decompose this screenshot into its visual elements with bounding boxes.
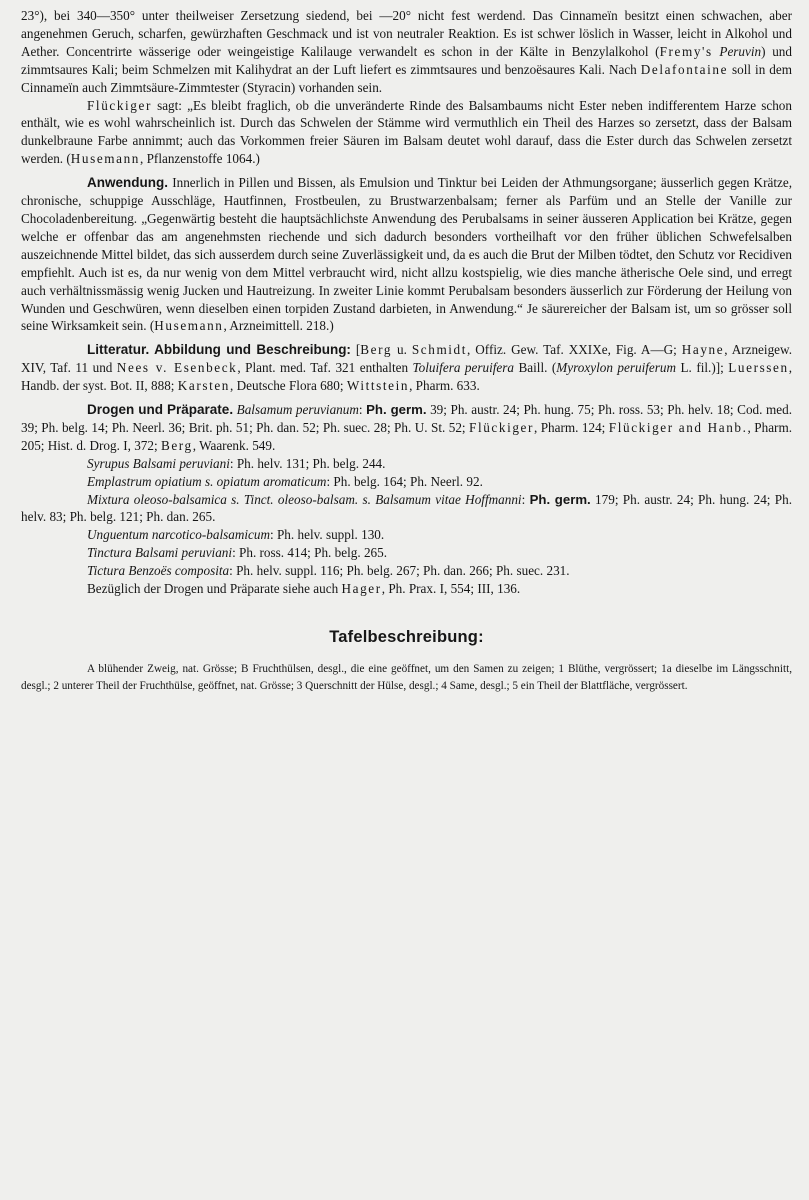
text: , Pflanzenstoffe 1064.) — [140, 151, 260, 167]
text: sagt: „Es bleibt fraglich, ob die unveränderte Rinde des Balsambaums nicht Ester neben indifferentem Harze schon enthält, wie es wohl wahrscheinlich ist. Durch das Schwelen der Stämme wird vermuthlich ein Theil des Harzes so zersetzt, dass der Balsam dunkelbraune Farbe annimmt; auch das Vorkommen freier Säuren im Balsam deutet wohl darauf, dass die Ester durch das Schwelen zersetzt werden. ( — [21, 97, 792, 167]
italic-term: Tictura Benzoës composita — [87, 563, 230, 579]
text: , Offiz. Gew. Taf. XXIXe, Fig. A—G; — [467, 342, 682, 358]
preparation-entry — [21, 526, 792, 544]
text: [ — [350, 342, 361, 358]
italic-term: Unguentum narcotico-balsamicum — [87, 527, 271, 543]
italic-term: Mixtura oleoso-balsamica s. Tinct. oleoso-balsam. s. Balsamum vitae Hoffmanni — [87, 491, 522, 507]
text: : Ph. ross. 414; Ph. belg. 265. — [232, 545, 388, 561]
text: ) und zimmtsaures Kali; beim Schmelzen mit Kalihydrat an der Luft liefert es zimmtsaures und benzoësaures Kali. Nach — [21, 43, 792, 77]
preparation-entry — [21, 473, 792, 491]
text: 39; Ph. austr. 24; Ph. hung. 75; Ph. ross. 53; Ph. helv. 18; Cod. med. 39; Ph. belg. 14; Ph. Neerl. 36; Brit. ph. 51; Ph. dan. 52; Ph. suec. 28; Ph. U. St. 52; — [21, 402, 793, 435]
italic-term: Emplastrum opiatium s. opiatum aromaticum — [87, 473, 327, 489]
text: , Handb. der syst. Bot. II, 888; — [21, 360, 792, 394]
author-name: Berg — [360, 342, 393, 358]
italic-term: Peruvin — [719, 43, 762, 59]
text: 179; Ph. austr. 24; Ph. hung. 24; Ph. helv. 83; Ph. belg. 121; Ph. dan. 265. — [21, 491, 793, 525]
text: : Ph. helv. suppl. 116; Ph. belg. 267; Ph. dan. 266; Ph. suec. 231. — [229, 563, 570, 579]
italic-term: Myroxylon peruiferum — [556, 360, 677, 376]
text: , Pharm. 633. — [409, 378, 480, 394]
text: , Arzneigew. XIV, Taf. 11 und — [21, 342, 792, 376]
author-name: Husemann — [154, 318, 224, 334]
text: Baill. ( — [514, 360, 557, 376]
preparation-entry — [21, 580, 792, 598]
section-heading: Drogen und Präparate. — [87, 402, 234, 418]
text: , Deutsche Flora 680; — [230, 378, 347, 394]
text: , Arzneimittell. 218.) — [223, 318, 334, 334]
bold-reference: Ph. germ. — [366, 402, 427, 418]
paragraph-anwendung — [21, 174, 792, 335]
preparation-entry — [21, 455, 792, 473]
text: 23°), bei 340—350° unter theilweiser Zersetzung siedend, bei —20° nicht fest werdend. Das Cinnameïn besitzt einen schwachen, aber angenehmen Geruch, scharfen, gewürzhaften Geschmack und ist von neutraler Reaktion. Es ist schwer löslich in Wasser, leicht in Alkohol und Aether. Concentrirte wässerige oder weingeistige Kalilauge verwandelt es schon in der Kälte in Benzylalkohol ( — [21, 8, 792, 59]
preparation-entry — [21, 491, 792, 527]
text: : — [521, 491, 530, 507]
author-name: Flückiger — [87, 97, 152, 113]
text: soll in dem Cinnameïn auch Zimmtsäure-Zimmtester (Styracin) vorhanden sein. — [21, 61, 792, 95]
text: , Waarenk. 549. — [192, 437, 276, 453]
text: , Plant. med. Taf. 321 enthalten — [237, 360, 413, 376]
paragraph-flueckiger — [21, 97, 792, 169]
author-name: Nees v. Esenbeck — [116, 360, 238, 376]
text: : — [358, 402, 367, 418]
author-name: Berg — [160, 437, 193, 453]
author-name: Luerssen — [728, 360, 789, 376]
bold-reference: Ph. germ. — [529, 491, 591, 507]
author-name: Delafontaine — [640, 61, 729, 77]
text: : Ph. helv. suppl. 130. — [270, 527, 385, 543]
author-name: Flückiger — [469, 419, 534, 435]
paragraph-litteratur — [21, 341, 792, 395]
author-name: Schmidt — [411, 342, 468, 358]
author-name: Husemann — [70, 151, 140, 167]
section-heading: Anwendung. — [87, 175, 168, 191]
italic-term: Tinctura Balsami peruviani — [87, 545, 233, 561]
italic-term: Syrupus Balsami peruviani — [87, 455, 230, 471]
plate-description-title: Tafelbeschreibung: — [329, 628, 484, 646]
text: L. fil.)]; — [676, 360, 729, 376]
text: : Ph. belg. 164; Ph. Neerl. 92. — [326, 473, 483, 489]
author-name: Wittstein — [346, 378, 410, 394]
preparation-entry — [21, 544, 792, 562]
author-name: Flückiger and Hanb. — [608, 419, 748, 435]
text: , Pharm. 205; Hist. d. Drog. I, 372; — [21, 419, 792, 453]
author-name: Fremy's — [659, 43, 713, 59]
text: : Ph. helv. 131; Ph. belg. 244. — [229, 455, 386, 471]
italic-term: Toluifera peruifera — [412, 360, 514, 376]
author-name: Karsten — [177, 378, 230, 394]
text: , Pharm. 124; — [533, 419, 609, 435]
preparation-entry — [21, 562, 792, 580]
text: Innerlich in Pillen und Bissen, als Emulsion und Tinktur bei Leiden der Athmungsorgane; äusserlich gegen Krätze, chronische, schuppige Ausschläge, Hautfinnen, Frostbeulen, zu Brustwarzenbalsam; ferner als Parfüm und an Stelle der Vanille zur Chocoladenbereitung. „Gegenwärtig besteht die hauptsächlichste Anwendung des Perubalsams in seiner äusseren Application bei Krätze, gegen welche er offenbar das am angenehmsten riechende und sich dadurch besonders vortheilhaft vor den früher üblichen Schwefelsalben auszeichnende Mittel bildet, das sich ausserdem durch seine Zuverlässigkeit und, da es auch die Brut der Milben tödtet, den Schutz vor Recidiven empfiehlt. Auch ist es, da nur wenig von dem Mittel verbraucht wird, nicht allzu kostspielig, wie dies manche ätherische Oele sind, und erregt auch verhältnissmässig wenig Jucken und Hautreizung. In zweiter Linie kommt Perubalsam besonders äusserlich zur Förderung der Heilung von Wunden und Geschwüren, wenn dieselben einen torpiden Zustand darbieten, in Anwendung.“ Je säurereicher der Balsam ist, um so grösser soll seine Wirksamkeit sein. ( — [21, 175, 792, 334]
text: , Ph. Prax. I, 554; III, 136. — [381, 581, 521, 597]
paragraph-cinnamein — [21, 7, 792, 97]
section-heading: Litteratur. Abbildung und Beschreibung: — [87, 342, 351, 358]
italic-term: Balsamum peruvianum — [236, 402, 359, 418]
author-name: Hayne — [681, 342, 725, 358]
text: u. — [392, 342, 412, 358]
paragraph-drogen — [21, 401, 792, 455]
author-name: Hager — [341, 581, 382, 597]
text: Bezüglich der Drogen und Präparate siehe auch — [87, 581, 342, 597]
plate-description-text: A blühender Zweig, nat. Grösse; B Fruchthülsen, desgl., die eine geöffnet, um den Samen zu zeigen; 1 Blüthe, vergrössert; 1a dieselbe im Längsschnitt, desgl.; 2 unterer Theil der Fruchthülse, geöffnet, nat. Grösse; 3 Querschnitt der Hülse, desgl.; 4 Same, desgl.; 5 ein Theil der Blattfläche, vergrössert. — [21, 663, 792, 692]
